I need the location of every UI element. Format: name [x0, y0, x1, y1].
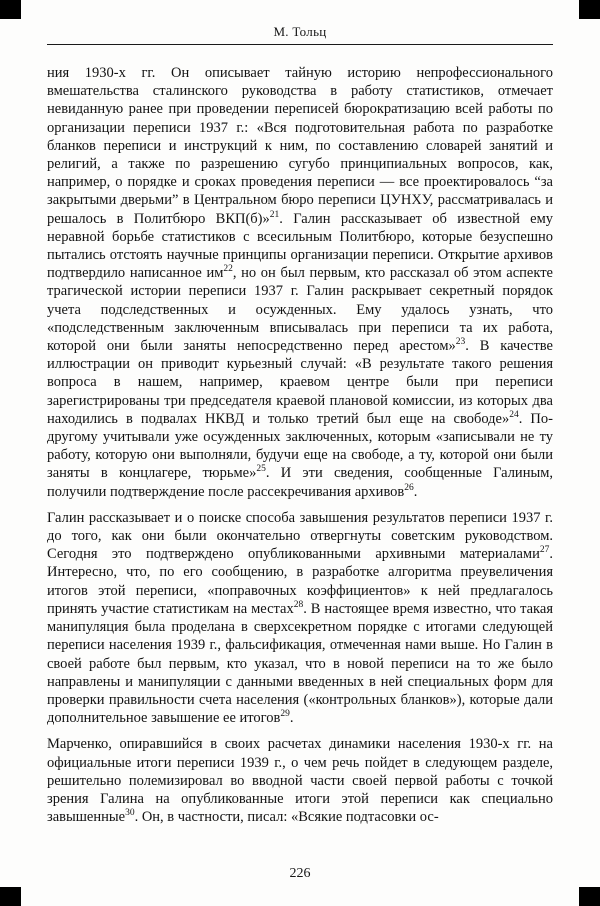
footnote-ref: 26	[404, 482, 414, 493]
footnote-ref: 28	[293, 600, 304, 611]
scan-corner-mark-bottom-left	[0, 887, 21, 906]
running-header	[47, 24, 553, 40]
paragraph: Марченко, опиравшийся в своих расчетах динамики населения 1930-х гг. на официальные итоги переписи 1939 г., о чем речь пойдет в следующем разделе, решительно полемизировал во вводной части своей первой работы с точкой зрения Галина на опубликованные итоги этой переписи как специально завышенные$^{30}$. Он, в частности, писал: «Всякие подтасовки ос-	[47, 736, 553, 826]
running-header-text: М. Тольц	[273, 24, 327, 39]
footnote-ref: 21	[269, 209, 280, 220]
footnote-ref: 22	[223, 264, 233, 275]
scan-corner-mark-top-left	[0, 0, 21, 19]
footnote-ref: 30	[125, 808, 135, 819]
footnote-ref: 25	[256, 464, 266, 475]
footnote-ref: 29	[280, 709, 290, 720]
scan-corner-mark-top-right	[579, 0, 600, 19]
scan-corner-mark-bottom-right	[579, 887, 600, 906]
paragraph: ния 1930-х гг. Он описывает тайную историю непрофессионального вмешательства сталинского руководства в работу статистиков, отмечает невиданную ранее при проведении переписей бюрократизацию всей работы по организации переписи 1937 г.: «Вся подготовительная работа по разработке бланков переписи и инструкций к ним, по составлению словарей занятий и религий, а также по разрешению сугубо принципиальных вопросов, как, например, о порядке и сроках проведения переписи — все проектировалось “за закрытыми дверьми” в Центральном бюро переписи ЦУНХУ, рассматривалась и решалось в Политбюро ВКП(б)»$^{21}$. Галин рассказывает об известной ему неравной борьбе статистиков с всесильным Политбюро, которые безуспешно пытались отстоять научные принципы организации переписи. Открытие архивов подтвердило написанное им$^{22}$, но он был первым, кто рассказал об этом аспекте трагической истории переписи 1937 г. Галин раскрывает секретный порядок учета подследственных и осужденных. Ему удалось узнать, что «подследственным заключенным вписывалась при переписи та их работа, которой они были заняты непосредственно перед арестом»$^{23}$. В качестве иллюстрации он приводит курьезный случай: «В результате такого решения вопроса в нашем, например, краевом центре были при переписи зарегистрированы три председателя краевой плановой комиссии, из которых два находились в подвалах НКВД и только третий был еще на свободе»$^{24}$. По-другому учитывали уже осужденных заключенных, которым «записывали не ту работу, которую они выполняли, будучи еще на свободе, а ту, которой они были заняты в концлагере, тюрьме»$^{25}$. И эти сведения, сообщенные Галиным, получили подтверждение после рассекречивания архивов$^{26}$.	[47, 65, 554, 500]
footnote-ref: 23	[455, 337, 466, 348]
header-rule	[47, 44, 553, 45]
page-number: 226	[289, 866, 311, 881]
body-text	[47, 64, 553, 826]
footnote-ref: 27	[539, 545, 550, 556]
paragraph: Галин рассказывает и о поиске способа завышения результатов переписи 1937 г. до того, как они были окончательно отвергнуты советским руководством. Сегодня это подтверждено опубликованными архивными материалами$^{27}$. Интересно, что, по его сообщению, в разработке алгоритма преувеличения итогов этой переписи, «поправочных коэффициентов» к ней предлагалось принять участие статистикам на местах$^{28}$. В настоящее время известно, что такая манипуляция была проделана в сверхсекретном порядке с итогами следующей переписи населения 1939 г., фальсификация, отмеченная нами выше. Но Галин в своей работе был первым, кто указал, что в новой переписи на то же было направлены и манипуляции с данными введенных в ней специальных форм для проверки правильности счета населения («контрольных бланков»), которые дали дополнительное завышение ее итогов$^{29}$.	[47, 509, 553, 727]
footnote-ref: 24	[509, 410, 519, 421]
